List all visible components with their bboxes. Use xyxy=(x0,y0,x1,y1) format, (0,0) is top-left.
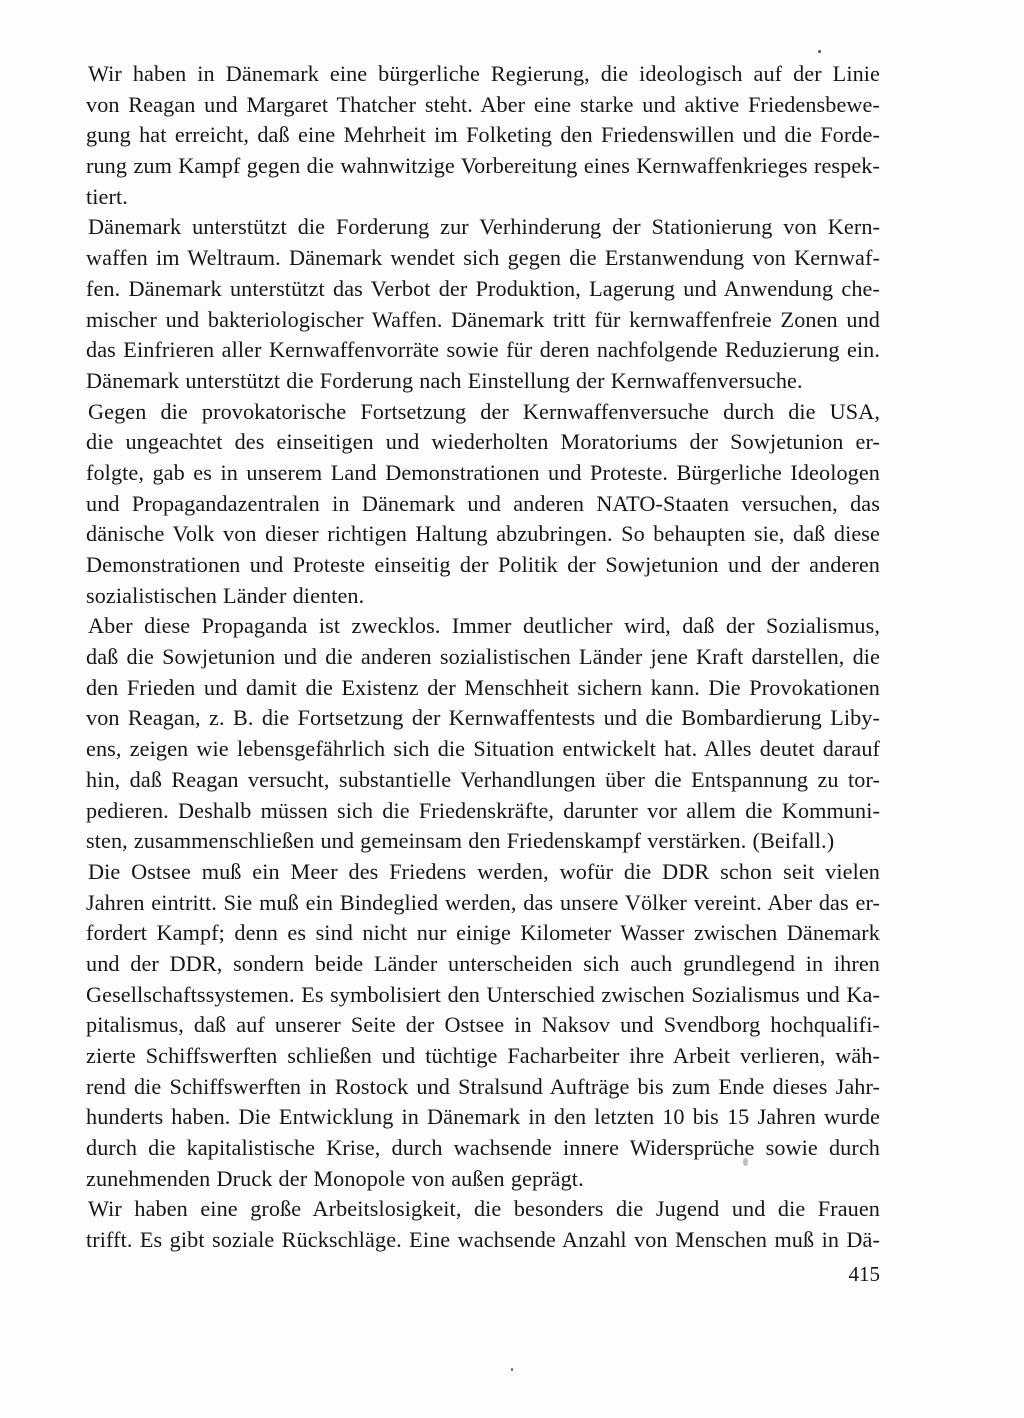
text-line: zunehmenden Druck der Monopole von außen geprägt. xyxy=(86,1165,584,1191)
scan-speck xyxy=(818,50,821,53)
text-line: daß die Sowjetunion und die anderen sozialistischen Länder jene Kraft darstellen, die xyxy=(86,644,880,670)
text-line: Wir haben in Dänemark eine bürgerliche Regierung, die ideologisch auf der Linie xyxy=(88,61,880,86)
text-line: Aber diese Propaganda ist zwecklos. Immer deutlicher wird, daß der Sozialismus, xyxy=(88,613,880,639)
text-line: waffen im Weltraum. Dänemark wendet sich gegen die Erstanwendung von Kernwaf- xyxy=(86,245,880,271)
text-line: den Frieden und damit die Existenz der Menschheit sichern kann. Die Provokationen xyxy=(86,674,880,700)
text-line: die ungeachtet des einseitigen und wiederholten Moratoriums der Sowjetunion er- xyxy=(86,429,880,455)
text-line: und Propagandazentralen in Dänemark und anderen NATO-Staaten versuchen, das xyxy=(86,490,880,516)
body-text xyxy=(86,59,880,1256)
text-line: sozialistischen Länder dienten. xyxy=(86,582,365,608)
text-line: dänische Volk von dieser richtigen Haltung abzubringen. So behaupten sie, daß diese xyxy=(86,521,880,547)
text-line: pitalismus, daß auf unserer Seite der Ostsee in Naksov und Svendborg hochqualifi- xyxy=(86,1012,880,1038)
text-line: Demonstrationen und Proteste einseitig der Politik der Sowjetunion und der anderen xyxy=(86,552,880,577)
page-number: 415 xyxy=(848,1262,880,1286)
text-line: gung hat erreicht, daß eine Mehrheit im Folketing den Friedenswillen und die Forde- xyxy=(86,122,880,148)
text-line: fen. Dänemark unterstützt das Verbot der Produktion, Lagerung und Anwendung che- xyxy=(86,275,880,301)
text-line: Dänemark unterstützt die Forderung zur Verhinderung der Stationierung von Kern- xyxy=(88,214,880,240)
text-line: pedieren. Deshalb müssen sich die Friedenskräfte, darunter vor allem die Kommuni- xyxy=(86,797,880,823)
text-line: Dänemark unterstützt die Forderung nach Einstellung der Kernwaffenversuche. xyxy=(86,367,803,393)
text-line: Gegen die provokatorische Fortsetzung der Kernwaffenversuche durch die USA, xyxy=(88,398,880,424)
text-line: Jahren eintritt. Sie muß ein Bindeglied werden, das unsere Völker vereint. Aber das er- xyxy=(86,889,880,915)
text-line: tiert. xyxy=(86,183,128,209)
text-line: mischer und bakteriologischer Waffen. Dänemark tritt für kernwaffenfreie Zonen und xyxy=(86,306,880,332)
text-line: das Einfrieren aller Kernwaffenvorräte sowie für deren nachfolgende Reduzierung ein. xyxy=(86,337,880,363)
text-line: von Reagan, z. B. die Fortsetzung der Kernwaffentests und die Bombardierung Liby- xyxy=(86,705,880,731)
text-line: von Reagan und Margaret Thatcher steht. Aber eine starke und aktive Friedensbewe- xyxy=(86,91,880,117)
text-line: hin, daß Reagan versucht, substantielle Verhandlungen über die Entspannung zu tor- xyxy=(86,766,880,792)
text-line: ens, zeigen wie lebensgefährlich sich die Situation entwickelt hat. Alles deutet darauf xyxy=(86,736,880,762)
text-line: rend die Schiffswerften in Rostock und Stralsund Aufträge bis zum Ende dieses Jahr- xyxy=(86,1073,880,1099)
text-line: fordert Kampf; denn es sind nicht nur einige Kilometer Wasser zwischen Dänemark xyxy=(86,920,880,946)
text-line: hunderts haben. Die Entwicklung in Dänemark in den letzten 10 bis 15 Jahren wurde xyxy=(86,1104,880,1130)
scan-speck xyxy=(511,1368,513,1371)
text-line: durch die kapitalistische Krise, durch wachsende innere Widersprüche sowie durch xyxy=(86,1135,880,1161)
text-line: folgte, gab es in unserem Land Demonstrationen und Proteste. Bürgerliche Ideologen xyxy=(86,459,880,485)
text-line: zierte Schiffswerften schließen und tüchtige Facharbeiter ihre Arbeit verlieren, wäh- xyxy=(86,1043,880,1068)
text-line: Wir haben eine große Arbeitslosigkeit, die besonders die Jugend und die Frauen xyxy=(88,1196,880,1222)
text-line: rung zum Kampf gegen die wahnwitzige Vorbereitung eines Kernwaffenkrieges respek- xyxy=(86,153,880,179)
text-line: Die Ostsee muß ein Meer des Friedens werden, wofür die DDR schon seit vielen xyxy=(88,858,880,884)
text-line: sten, zusammenschließen und gemeinsam den Friedenskampf verstärken. (Beifall.) xyxy=(86,828,835,854)
text-line: und der DDR, sondern beide Länder unterscheiden sich auch grundlegend in ihren xyxy=(86,950,880,976)
text-line: trifft. Es gibt soziale Rückschläge. Eine wachsende Anzahl von Menschen muß in Dä- xyxy=(86,1227,880,1253)
text-line: Gesellschaftssystemen. Es symbolisiert den Unterschied zwischen Sozialismus und Ka- xyxy=(86,981,880,1007)
